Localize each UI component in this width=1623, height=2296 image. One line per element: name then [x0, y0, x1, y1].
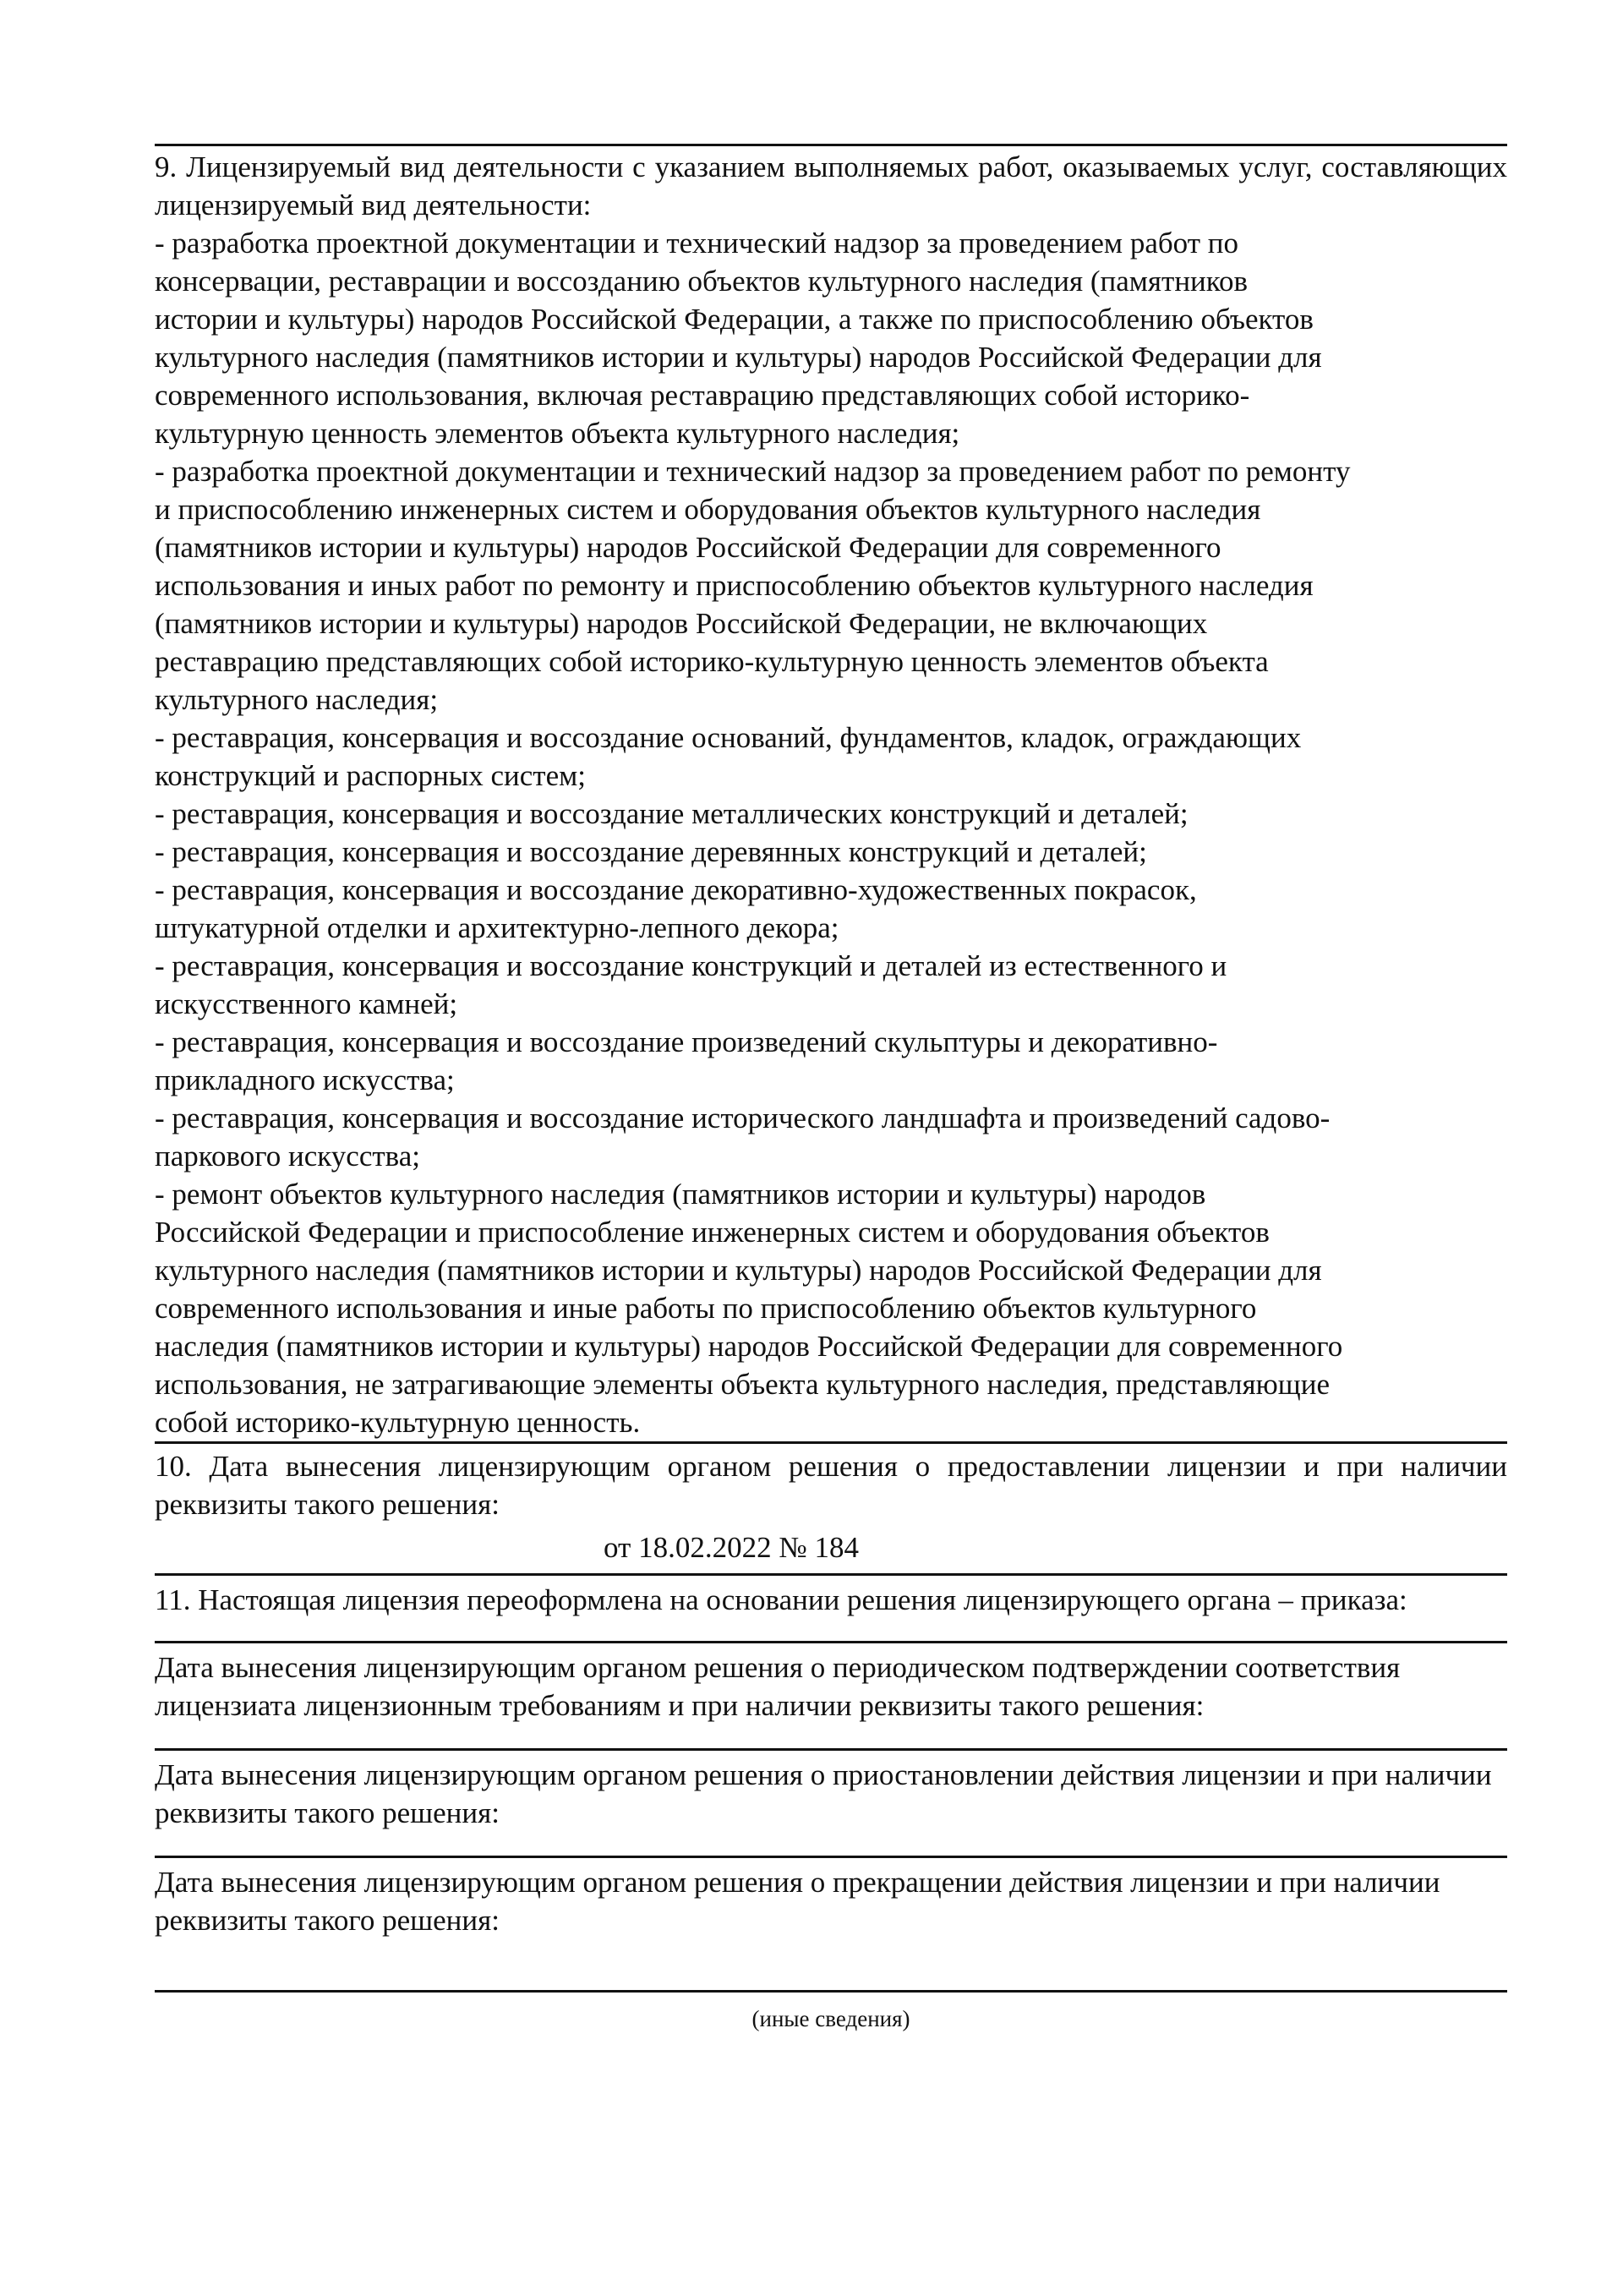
activity-line: прикладного искусства; — [155, 1063, 455, 1096]
activity-line: - ремонт объектов культурного наследия (памятников истории и культуры) народов — [155, 1178, 1206, 1211]
activity-line: паркового искусства; — [155, 1140, 420, 1173]
activity-line: культурную ценность элементов объекта культурного наследия; — [155, 417, 960, 450]
activity-line: культурного наследия (памятников истории и культуры) народов Российской Федерации для — [155, 341, 1322, 374]
section-10-heading: 10. Дата вынесения лицензирующим органом решения о предоставлении лицензии и при наличии реквизиты такого решения: — [155, 1450, 1507, 1521]
activity-line: культурного наследия; — [155, 683, 439, 716]
activity-line: штукатурной отделки и архитектурно-лепного декора; — [155, 911, 839, 944]
activity-line: наследия (памятников истории и культуры) народов Российской Федерации для современного — [155, 1330, 1343, 1363]
termination-heading: Дата вынесения лицензирующим органом решения о прекращении действия лицензии и при наличии реквизиты такого решения: — [155, 1866, 1440, 1937]
activity-line: - реставрация, консервация и воссоздание конструкций и деталей из естественного и — [155, 949, 1227, 982]
activity-line: использования, не затрагивающие элементы объекта культурного наследия, представляющие — [155, 1368, 1330, 1401]
activity-line: конструкций и распорных систем; — [155, 759, 586, 792]
activity-line: (памятников истории и культуры) народов Российской Федерации, не включающих — [155, 607, 1208, 640]
section-10-decision-date — [155, 1444, 1507, 1573]
section-11-reissue — [155, 1576, 1507, 1641]
activity-line: - реставрация, консервация и воссоздание декоративно-художественных покрасок, — [155, 873, 1197, 906]
activity-line: консервации, реставрации и воссозданию объектов культурного наследия (памятников — [155, 265, 1249, 298]
activity-line: современного использования и иные работы по приспособлению объектов культурного — [155, 1292, 1257, 1325]
section-termination — [155, 1858, 1507, 1990]
section-periodic-confirmation — [155, 1643, 1507, 1748]
activity-line: и приспособлению инженерных систем и оборудования объектов культурного наследия — [155, 493, 1261, 526]
section-suspension — [155, 1751, 1507, 1856]
activity-line: - разработка проектной документации и технический надзор за проведением работ по — [155, 227, 1238, 260]
section-9-licensed-activity — [155, 146, 1507, 1441]
other-info-label: (иные сведения) — [751, 2006, 910, 2031]
section-9-activity-list — [155, 224, 1507, 1441]
activity-line: реставрацию представляющих собой историко-культурную ценность элементов объекта — [155, 645, 1269, 678]
activity-line: - реставрация, консервация и воссоздание исторического ландшафта и произведений садово- — [155, 1102, 1331, 1134]
activity-line: современного использования, включая реставрацию представляющих собой историко- — [155, 379, 1250, 412]
activity-line: истории и культуры) народов Российской Федерации, а также по приспособлению объектов — [155, 303, 1314, 336]
periodic-confirmation-heading: Дата вынесения лицензирующим органом решения о периодическом подтверждении соответствия лицензиата лицензионным требованиям и при наличии реквизиты такого решения: — [155, 1651, 1401, 1722]
activity-line: искусственного камней; — [155, 987, 458, 1020]
activity-line: Российской Федерации и приспособление инженерных систем и оборудования объектов — [155, 1216, 1270, 1249]
activity-line: - разработка проектной документации и технический надзор за проведением работ по ремонту — [155, 455, 1351, 488]
section-11-heading: 11. Настоящая лицензия переоформлена на основании решения лицензирующего органа – приказа: — [155, 1583, 1407, 1616]
activity-line: - реставрация, консервация и воссоздание деревянных конструкций и деталей; — [155, 835, 1147, 868]
activity-line: - реставрация, консервация и воссоздание оснований, фундаментов, кладок, ограждающих — [155, 721, 1302, 754]
license-page — [155, 144, 1507, 2033]
activity-line: культурного наследия (памятников истории и культуры) народов Российской Федерации для — [155, 1254, 1322, 1287]
activity-line: - реставрация, консервация и воссоздание металлических конструкций и деталей; — [155, 797, 1189, 830]
activity-line: - реставрация, консервация и воссоздание произведений скульптуры и декоративно- — [155, 1025, 1218, 1058]
section-9-heading: 9. Лицензируемый вид деятельности с указанием выполняемых работ, оказываемых услуг, составляющих лицензируемый вид деятельности: — [155, 150, 1507, 221]
activity-line: (памятников истории и культуры) народов Российской Федерации для современного — [155, 531, 1221, 564]
decision-date-value: от 18.02.2022 № 184 — [604, 1531, 859, 1564]
suspension-heading: Дата вынесения лицензирующим органом решения о приостановлении действия лицензии и при наличии реквизиты такого решения: — [155, 1758, 1492, 1829]
activity-line: собой историко-культурную ценность. — [155, 1406, 641, 1439]
activity-line: использования и иных работ по ремонту и приспособлению объектов культурного наследия — [155, 569, 1314, 602]
